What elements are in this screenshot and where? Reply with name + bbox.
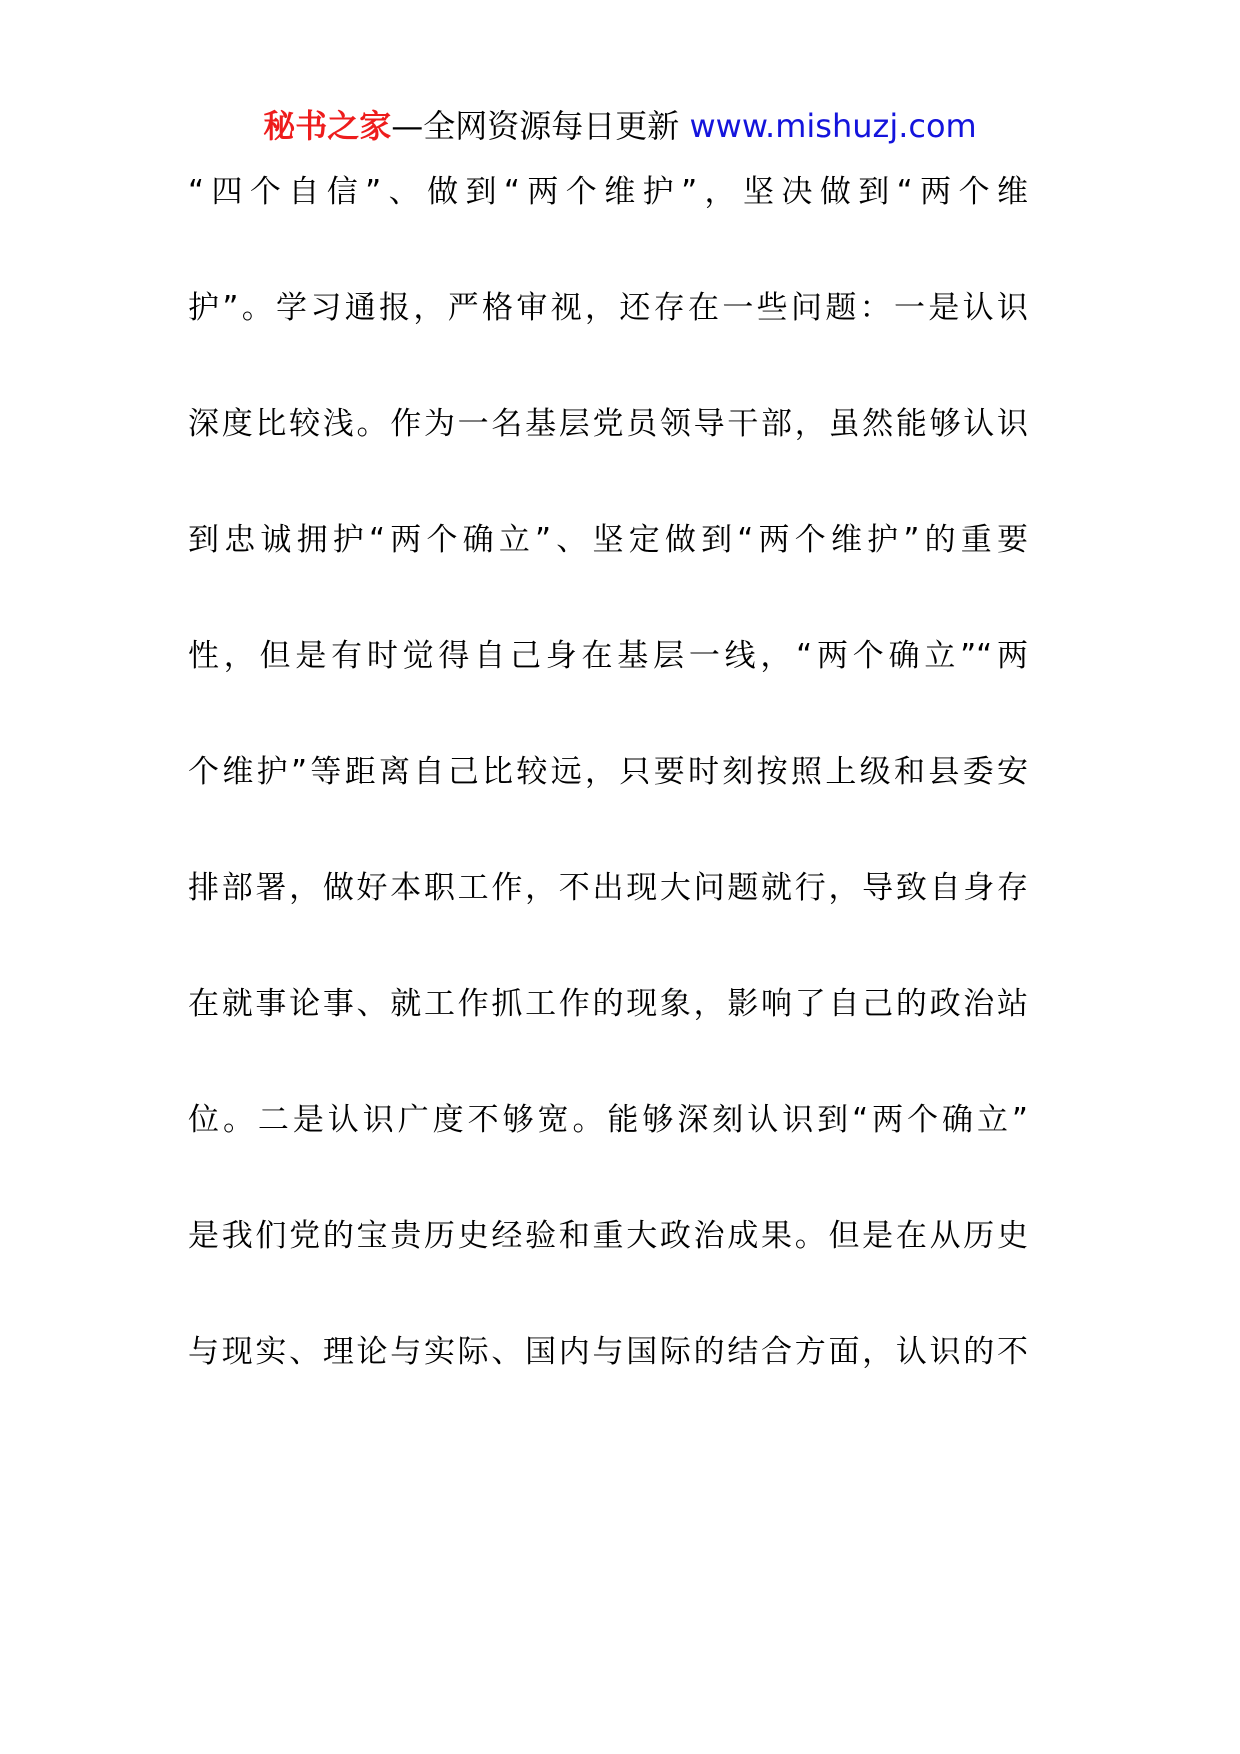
text-line: 位。二是认识广度不够宽。能够深刻认识到“两个确立”: [188, 1102, 1028, 1138]
text-line: 是我们党的宝贵历史经验和重大政治成果。但是在从历史: [188, 1218, 1028, 1254]
text-line: 排部署，做好本职工作，不出现大问题就行，导致自身存: [188, 870, 1028, 906]
site-brand: 秘书之家: [263, 107, 392, 145]
text-line: 与现实、理论与实际、国内与国际的结合方面，认识的不: [188, 1334, 1028, 1370]
site-url-link[interactable]: www.mishuzj.com: [689, 107, 977, 145]
site-header: [0, 104, 1240, 148]
text-line: 性，但是有时觉得自己身在基层一线，“两个确立”“两: [188, 638, 1028, 674]
text-line: 深度比较浅。作为一名基层党员领导干部，虽然能够认识: [188, 406, 1028, 442]
text-line: 护”。学习通报，严格审视，还存在一些问题：一是认识: [188, 290, 1028, 326]
text-line: 个维护”等距离自己比较远，只要时刻按照上级和县委安: [188, 754, 1028, 790]
text-line: “四个自信”、做到“两个维护”，坚决做到“两个维: [188, 174, 1028, 210]
site-tagline: —全网资源每日更新: [391, 107, 690, 145]
text-line: 到忠诚拥护“两个确立”、坚定做到“两个维护”的重要: [188, 522, 1028, 558]
text-line: 在就事论事、就工作抓工作的现象，影响了自己的政治站: [188, 986, 1028, 1022]
